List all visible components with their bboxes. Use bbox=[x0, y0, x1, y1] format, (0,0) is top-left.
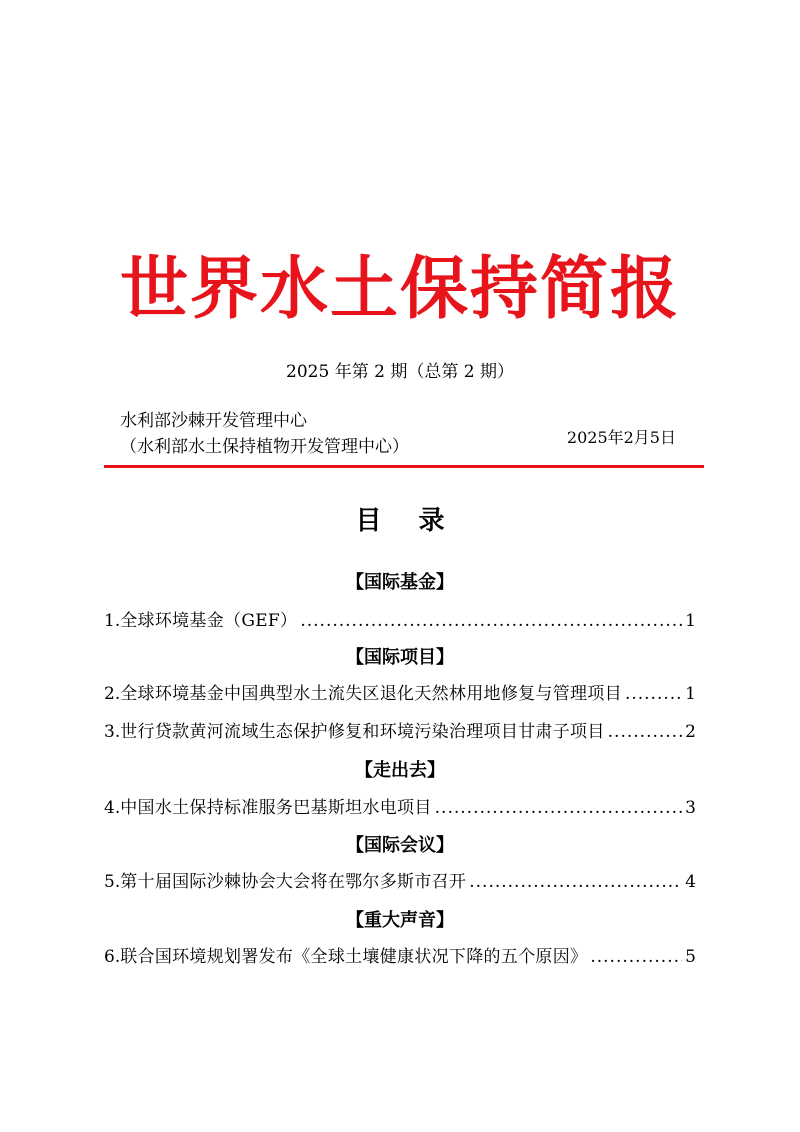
dot-leader bbox=[435, 800, 683, 817]
masthead-title: 世界水土保持简报 bbox=[119, 249, 680, 329]
entry-label: 全球环境基金中国典型水土流失区退化天然林用地修复与管理项目 bbox=[120, 684, 622, 704]
entry-label: 第十届国际沙棘协会大会将在鄂尔多斯市召开 bbox=[120, 872, 467, 892]
entry-page: 5 bbox=[685, 947, 696, 967]
toc-entry[interactable] bbox=[104, 949, 696, 966]
section-heading: 【走出去】 bbox=[355, 760, 445, 781]
entry-number: 5. bbox=[104, 872, 121, 892]
organization-line-2: （水利部水土保持植物开发管理中心） bbox=[120, 437, 409, 457]
dot-leader bbox=[469, 874, 682, 891]
toc-entry[interactable] bbox=[104, 724, 696, 741]
toc-entry[interactable] bbox=[104, 800, 696, 817]
publication-date: 2025年2月5日 bbox=[566, 428, 676, 447]
toc-title: 目 录 bbox=[355, 506, 445, 536]
entry-label: 世行贷款黄河流域生态保护修复和环境污染治理项目甘肃子项目 bbox=[120, 722, 605, 742]
entry-number: 1. bbox=[104, 611, 121, 631]
organization-block bbox=[120, 408, 409, 460]
dot-leader bbox=[300, 613, 682, 630]
section-heading: 【国际项目】 bbox=[346, 647, 454, 668]
section-heading: 【国际基金】 bbox=[346, 572, 454, 593]
entry-label: 全球环境基金（GEF） bbox=[120, 611, 298, 631]
entry-page: 2 bbox=[685, 722, 696, 742]
toc-entry[interactable] bbox=[104, 686, 696, 703]
dot-leader bbox=[625, 686, 682, 703]
section-heading: 【重大声音】 bbox=[346, 910, 454, 931]
section-heading: 【国际会议】 bbox=[346, 835, 454, 856]
organization-line-1: 水利部沙棘开发管理中心 bbox=[120, 411, 307, 431]
entry-page: 1 bbox=[685, 611, 696, 631]
entry-number: 4. bbox=[104, 798, 121, 818]
red-divider bbox=[104, 465, 704, 468]
entry-number: 2. bbox=[104, 684, 121, 704]
entry-label: 中国水土保持标准服务巴基斯坦水电项目 bbox=[120, 798, 432, 818]
toc-entry[interactable] bbox=[104, 874, 696, 891]
entry-page: 4 bbox=[685, 872, 696, 892]
toc-entry[interactable] bbox=[104, 613, 696, 630]
entry-number: 3. bbox=[104, 722, 121, 742]
issue-number: 2025 年第 2 期（总第 2 期） bbox=[286, 362, 514, 382]
dot-leader bbox=[590, 949, 682, 966]
entry-number: 6. bbox=[104, 947, 121, 967]
entry-page: 3 bbox=[685, 798, 696, 818]
entry-page: 1 bbox=[685, 684, 696, 704]
dot-leader bbox=[608, 724, 683, 741]
entry-label: 联合国环境规划署发布《全球土壤健康状况下降的五个原因》 bbox=[120, 947, 588, 967]
